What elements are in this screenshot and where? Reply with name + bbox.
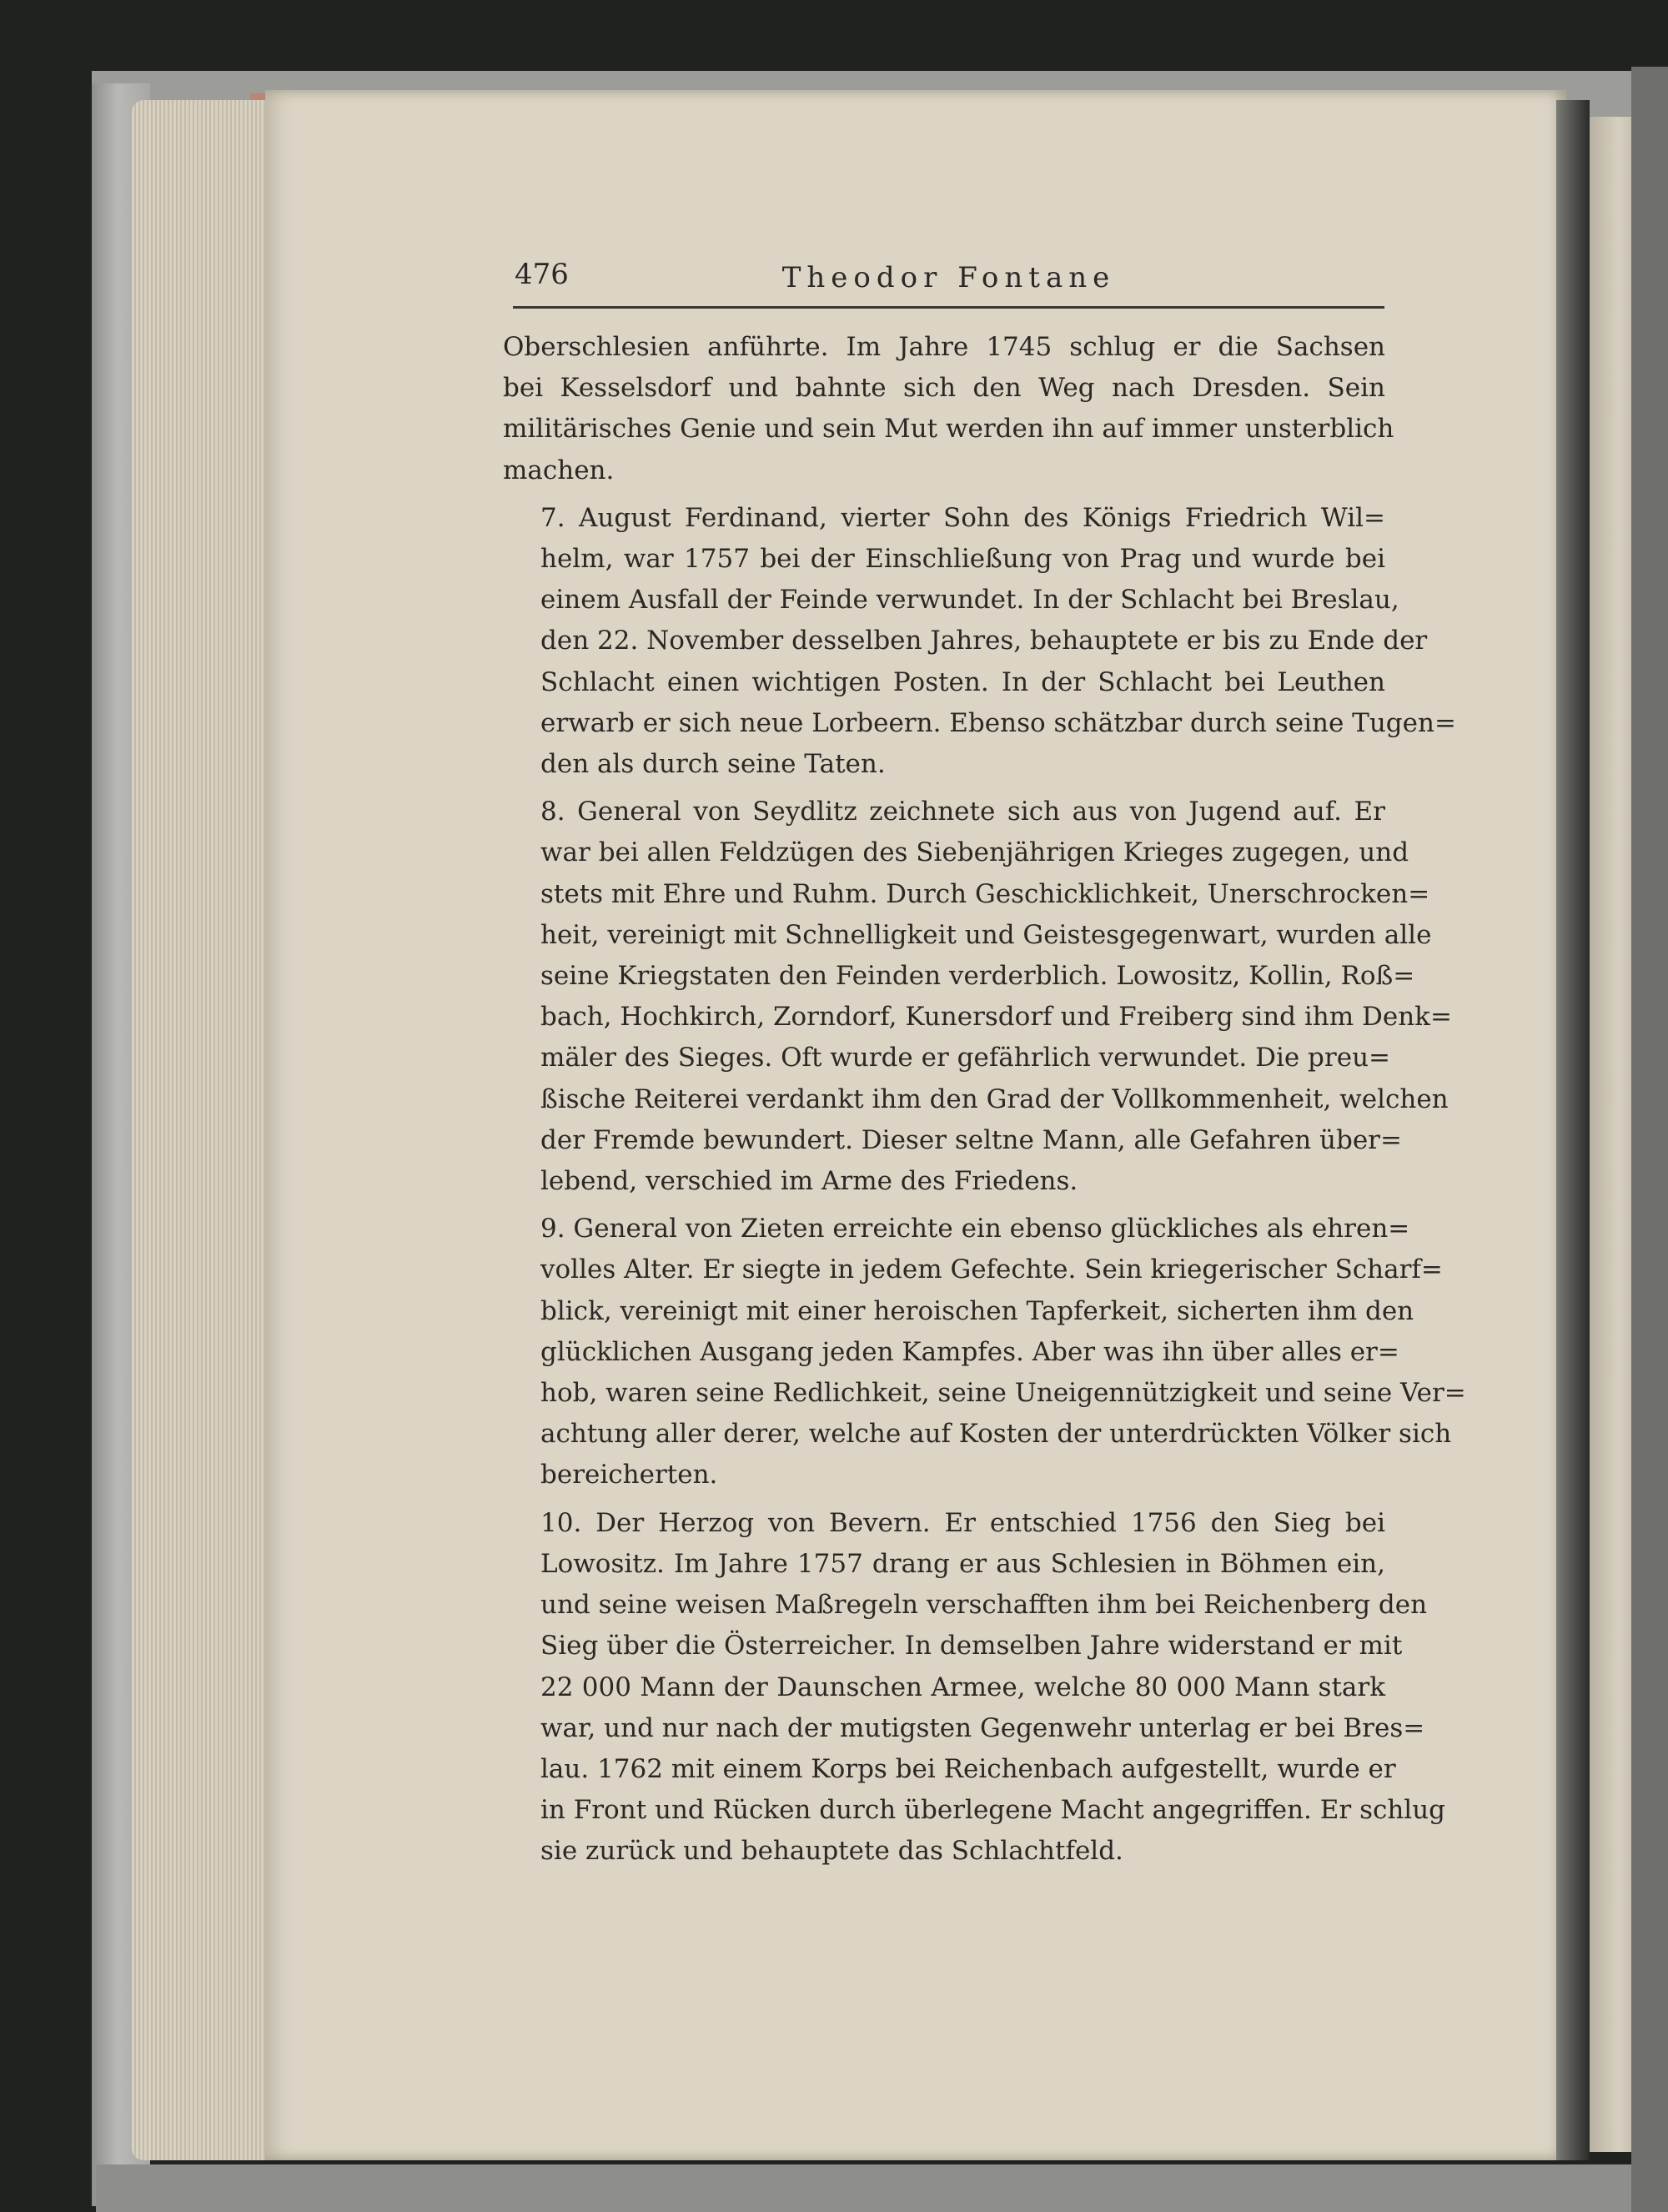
text-line: achtung aller derer, welche auf Kosten der unterdrückten Völker sich xyxy=(540,1419,1452,1450)
text-line: volles Alter. Er siegte in jedem Gefechte. Sein kriegerischer Scharf= xyxy=(540,1254,1443,1285)
text-line: helm, war 1757 bei der Einschließung von Prag und wurde bei xyxy=(540,544,1385,575)
text-line: einem Ausfall der Feinde verwundet. In der Schlacht bei Breslau, xyxy=(540,585,1399,616)
text-line: war bei allen Feldzügen des Siebenjährigen Krieges zugegen, und xyxy=(540,837,1409,868)
text-line: bach, Hochkirch, Zorndorf, Kunersdorf und Freiberg sind ihm Denk= xyxy=(540,1002,1452,1033)
paragraph-continuation xyxy=(503,327,1394,491)
text-line: den 22. November desselben Jahres, behauptete er bis zu Ende der xyxy=(540,626,1428,656)
text-line: sie zurück und behauptete das Schlachtfeld. xyxy=(540,1836,1123,1867)
text-line: machen. xyxy=(503,455,615,485)
book-cover-right xyxy=(1631,67,1668,2212)
book-cover-bottom xyxy=(96,2164,1668,2212)
text-line: seine Kriegstaten den Feinden verderblich. Lowositz, Kollin, Roß= xyxy=(540,961,1415,992)
text-line: bei Kesselsdorf und bahnte sich den Weg nach Dresden. Sein xyxy=(503,373,1385,404)
page-header xyxy=(513,254,1384,309)
text-line: heit, vereinigt mit Schnelligkeit und Geistesgegenwart, wurden alle xyxy=(540,919,1432,950)
paragraph-9 xyxy=(503,1209,1466,1496)
facing-page-edge xyxy=(1590,117,1631,2152)
text-line: war, und nur nach der mutigsten Gegenwehr unterlag er bei Bres= xyxy=(540,1712,1425,1743)
page-block-edges xyxy=(132,100,282,2160)
text-line: lau. 1762 mit einem Korps bei Reichenbach aufgestellt, wurde er xyxy=(540,1753,1396,1784)
text-line: mäler des Sieges. Oft wurde er gefährlich verwundet. Die preu= xyxy=(540,1043,1391,1073)
text-line: 22 000 Mann der Daunschen Armee, welche 80 000 Mann stark xyxy=(540,1672,1385,1702)
text-line: 7. August Ferdinand, vierter Sohn des Königs Friedrich Wil= xyxy=(540,502,1385,533)
text-line: 10. Der Herzog von Bevern. Er entschied 1756 den Sieg bei xyxy=(540,1507,1385,1538)
text-line: 9. General von Zieten erreichte ein ebenso glückliches als ehren= xyxy=(540,1214,1410,1244)
text-line: lebend, verschied im Arme des Friedens. xyxy=(540,1166,1078,1197)
page-number: 476 xyxy=(515,258,569,291)
text-line: Schlacht einen wichtigen Posten. In der Schlacht bei Leuthen xyxy=(540,666,1385,697)
paragraph-7 xyxy=(503,498,1456,785)
text-line: Oberschlesien anführte. Im Jahre 1745 schlug er die Sachsen xyxy=(503,332,1385,362)
text-line: Sieg über die Österreicher. In demselben Jahre widerstand er mit xyxy=(540,1631,1403,1662)
text-line: erwarb er sich neue Lorbeern. Ebenso schätzbar durch seine Tugen= xyxy=(540,707,1456,738)
text-line: Lowositz. Im Jahre 1757 drang er aus Schlesien in Böhmen ein, xyxy=(540,1548,1385,1579)
text-line: 8. General von Seydlitz zeichnete sich aus von Jugend auf. Er xyxy=(540,797,1385,827)
text-line: blick, vereinigt mit einer heroischen Tapferkeit, sicherten ihm den xyxy=(540,1295,1414,1326)
text-line: den als durch seine Taten. xyxy=(540,749,886,780)
text-line: hob, waren seine Redlichkeit, seine Uneigennützigkeit und seine Ver= xyxy=(540,1378,1466,1409)
text-line: bereicherten. xyxy=(540,1460,718,1491)
paragraph-10 xyxy=(503,1503,1446,1873)
text-line: der Fremde bewundert. Dieser seltne Mann, alle Gefahren über= xyxy=(540,1124,1402,1155)
running-title: Theodor Fontane xyxy=(781,261,1116,294)
book-gutter xyxy=(1556,100,1590,2160)
text-line: und seine weisen Maßregeln verschafften ihm bei Reichenberg den xyxy=(540,1590,1428,1621)
text-line: in Front und Rücken durch überlegene Macht angegriffen. Er schlug xyxy=(540,1795,1446,1826)
text-line: militärisches Genie und sein Mut werden ihn auf immer unsterblich xyxy=(503,414,1394,445)
text-line: stets mit Ehre und Ruhm. Durch Geschicklichkeit, Unerschrocken= xyxy=(540,878,1430,909)
text-line: glücklichen Ausgang jeden Kampfes. Aber was ihn über alles er= xyxy=(540,1336,1399,1367)
paragraph-8 xyxy=(503,792,1452,1202)
text-line: ßische Reiterei verdankt ihm den Grad der Vollkommenheit, welchen xyxy=(540,1083,1449,1114)
body-text xyxy=(503,327,1466,1879)
